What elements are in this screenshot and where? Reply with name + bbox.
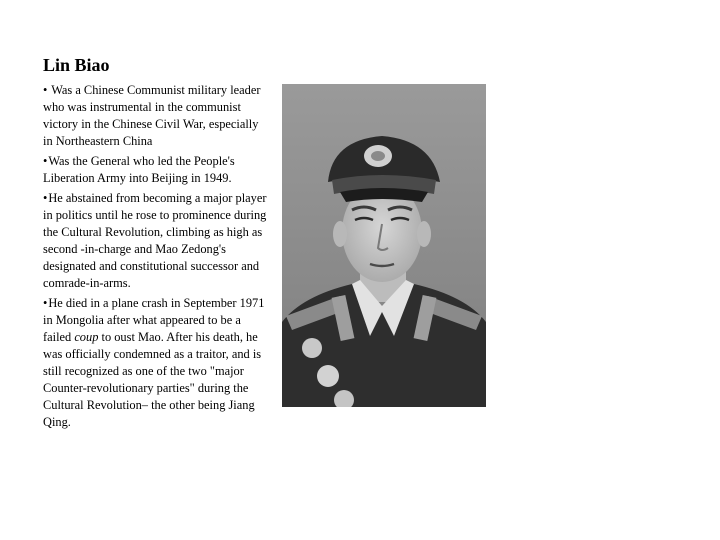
bullet-dot: • (43, 83, 48, 97)
slide-title: Lin Biao (43, 55, 110, 75)
bullet-dot: • (43, 296, 48, 310)
bullet-text: to oust Mao. After his death, he was officially condemned as a traitor, and is still recognized as one of the two "major Counter-revolutionary parties" during the Cultural Revolution– the other being Jiang Qing. (43, 330, 262, 429)
bullet-item (43, 190, 269, 292)
bullet-text: Was the General who led the People's Liberation Army into Beijing in 1949. (43, 154, 235, 185)
bullet-text: He died in a plane crash in September 1971 in Mongolia after what appeared to be a failed (43, 296, 265, 344)
bullet-dot: • (43, 154, 48, 168)
bullet-list (43, 82, 269, 434)
bullet-item (43, 295, 269, 431)
bullet-text: Was a Chinese Communist military leader who was instrumental in the communist victory in the Chinese Civil War, especially in Northeastern China (43, 83, 261, 148)
bullet-dot: • (43, 191, 48, 205)
medal (302, 338, 322, 358)
bullet-item (43, 153, 269, 187)
medal (317, 365, 339, 387)
bullet-item (43, 82, 269, 150)
bullet-emphasis: coup (74, 330, 99, 344)
portrait-photo (282, 84, 486, 407)
bullet-text: He abstained from becoming a major player in politics until he rose to prominence during the Cultural Revolution, climbing as high as second -in-charge and Mao Zedong's designated and constitutional successor and comrade-in-arms. (43, 191, 267, 290)
